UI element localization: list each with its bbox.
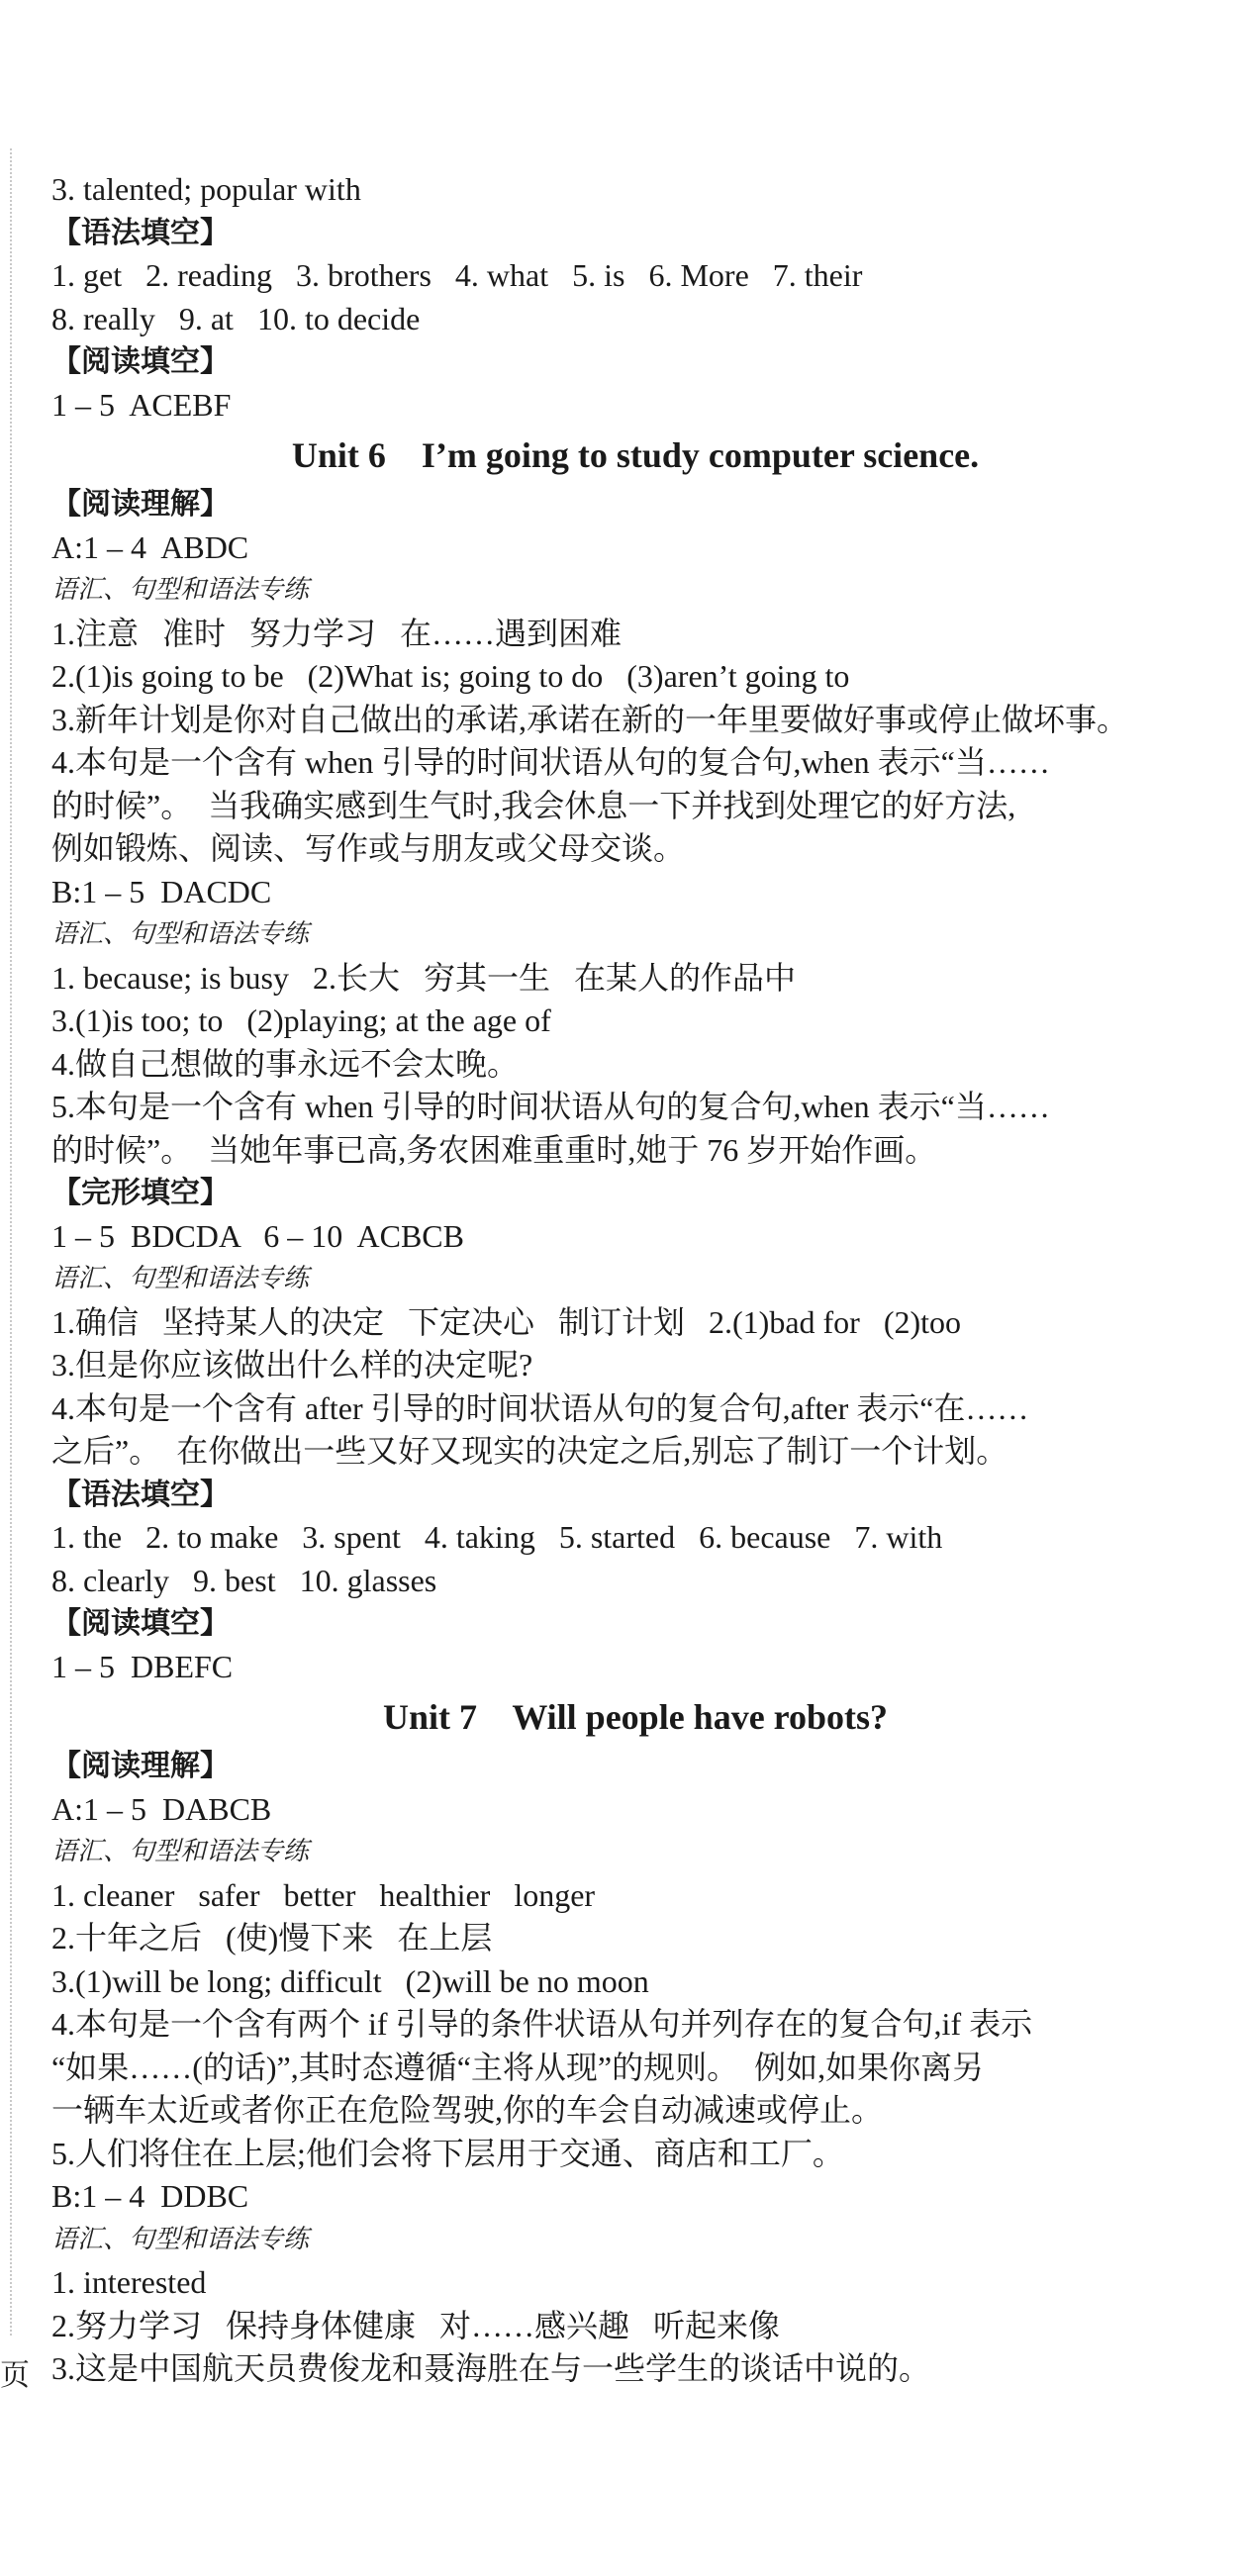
- answer-line: 4.本句是一个含有两个 if 引导的条件状语从句并列存在的复合句,if 表示: [51, 2006, 1033, 2042]
- answer-line: 1. get 2. reading 3. brothers 4. what 5. is 6. More 7. their: [51, 257, 863, 293]
- answer-line: A:1 – 5 DABCB: [51, 1790, 272, 1827]
- subsection-label: 语汇、句型和语法专练: [51, 919, 310, 949]
- subsection-label: 语汇、句型和语法专练: [51, 1264, 310, 1293]
- answer-line: 1.确信 坚持某人的决定 下定决心 制订计划 2.(1)bad for (2)too: [51, 1303, 962, 1340]
- answer-line: “如果……(的话)”,其时态遵循“主将从现”的规则。 例如,如果你离另: [51, 2049, 985, 2085]
- section-header: 【完形填空】: [51, 1176, 230, 1210]
- answer-line: 4.做自己想做的事永远不会太晚。: [51, 1045, 520, 1082]
- answer-line: 1. cleaner safer better healthier longer: [51, 1876, 596, 1913]
- answer-line: 8. really 9. at 10. to decide: [51, 300, 421, 336]
- page-footer-fragment: 页: [0, 2358, 30, 2393]
- answer-line: 例如锻炼、阅读、写作或与朋友或父母交谈。: [51, 830, 686, 866]
- section-header: 【语法填空】: [51, 215, 230, 250]
- answer-line: 1. interested: [51, 2264, 207, 2300]
- section-header: 【阅读填空】: [51, 344, 230, 379]
- answer-key-content: [51, 168, 1219, 2391]
- answer-line: 4.本句是一个含有 after 引导的时间状语从句的复合句,after 表示“在……: [51, 1389, 1029, 1426]
- section-header: 【阅读理解】: [51, 487, 230, 522]
- section-header: 【阅读理解】: [51, 1749, 230, 1783]
- margin-dotted-line: [10, 148, 12, 2336]
- answer-line: 1. because; is busy 2.长大 穷其一生 在某人的作品中: [51, 959, 796, 996]
- answer-line: B:1 – 5 DACDC: [51, 873, 272, 909]
- answer-line: 3.新年计划是你对自己做出的承诺,承诺在新的一年里要做好事或停止做坏事。: [51, 701, 1129, 737]
- answer-line: 1 – 5 BDCDA 6 – 10 ACBCB: [51, 1217, 464, 1254]
- answer-line: 1.注意 准时 努力学习 在……遇到困难: [51, 615, 623, 651]
- answer-line: 的时候”。 当她年事已高,务农困难重重时,她于 76 岁开始作画。: [51, 1131, 937, 1168]
- answer-line: 1 – 5 DBEFC: [51, 1648, 234, 1684]
- section-header: 【语法填空】: [51, 1477, 230, 1512]
- answer-line: 3.(1)will be long; difficult (2)will be no moon: [51, 1962, 649, 1999]
- subsection-label: 语汇、句型和语法专练: [51, 575, 310, 605]
- answer-line: 5.本句是一个含有 when 引导的时间状语从句的复合句,when 表示“当……: [51, 1089, 1050, 1124]
- answer-line: 的时候”。 当我确实感到生气时,我会休息一下并找到处理它的好方法,: [51, 787, 1016, 823]
- answer-line: 5.人们将住在上层;他们会将下层用于交通、商店和工厂。: [51, 2135, 844, 2171]
- answer-line: 8. clearly 9. best 10. glasses: [51, 1562, 437, 1598]
- answer-line: B:1 – 4 DDBC: [51, 2178, 249, 2214]
- answer-line: 3.但是你应该做出什么样的决定呢?: [51, 1347, 533, 1383]
- unit-title: Unit 7 Will people have robots?: [382, 1697, 889, 1737]
- answer-line: 3. talented; popular with: [51, 171, 361, 207]
- answer-line: A:1 – 4 ABDC: [51, 528, 249, 565]
- answer-line: 3.(1)is too; to (2)playing; at the age of: [51, 1002, 551, 1038]
- unit-title: Unit 6 I’m going to study computer science.: [291, 435, 980, 475]
- subsection-label: 语汇、句型和语法专练: [51, 2224, 310, 2254]
- answer-line: 一辆车太近或者你正在危险驾驶,你的车会自动减速或停止。: [51, 2092, 884, 2128]
- answer-line: 1 – 5 ACEBF: [51, 386, 232, 423]
- answer-line: 2.(1)is going to be (2)What is; going to do (3)aren’t going to: [51, 658, 850, 694]
- answer-line: 1. the 2. to make 3. spent 4. taking 5. started 6. because 7. with: [51, 1519, 943, 1555]
- answer-line: 2.十年之后 (使)慢下来 在上层: [51, 1920, 493, 1956]
- answer-line: 3.这是中国航天员费俊龙和聂海胜在与一些学生的谈话中说的。: [51, 2350, 931, 2386]
- section-header: 【阅读填空】: [51, 1606, 230, 1641]
- answer-line: 之后”。 在你做出一些又好又现实的决定之后,别忘了制订一个计划。: [51, 1433, 1008, 1469]
- answer-line: 4.本句是一个含有 when 引导的时间状语从句的复合句,when 表示“当……: [51, 744, 1050, 780]
- answer-line: 2.努力学习 保持身体健康 对……感兴趣 听起来像: [51, 2307, 781, 2343]
- subsection-label: 语汇、句型和语法专练: [51, 1837, 310, 1866]
